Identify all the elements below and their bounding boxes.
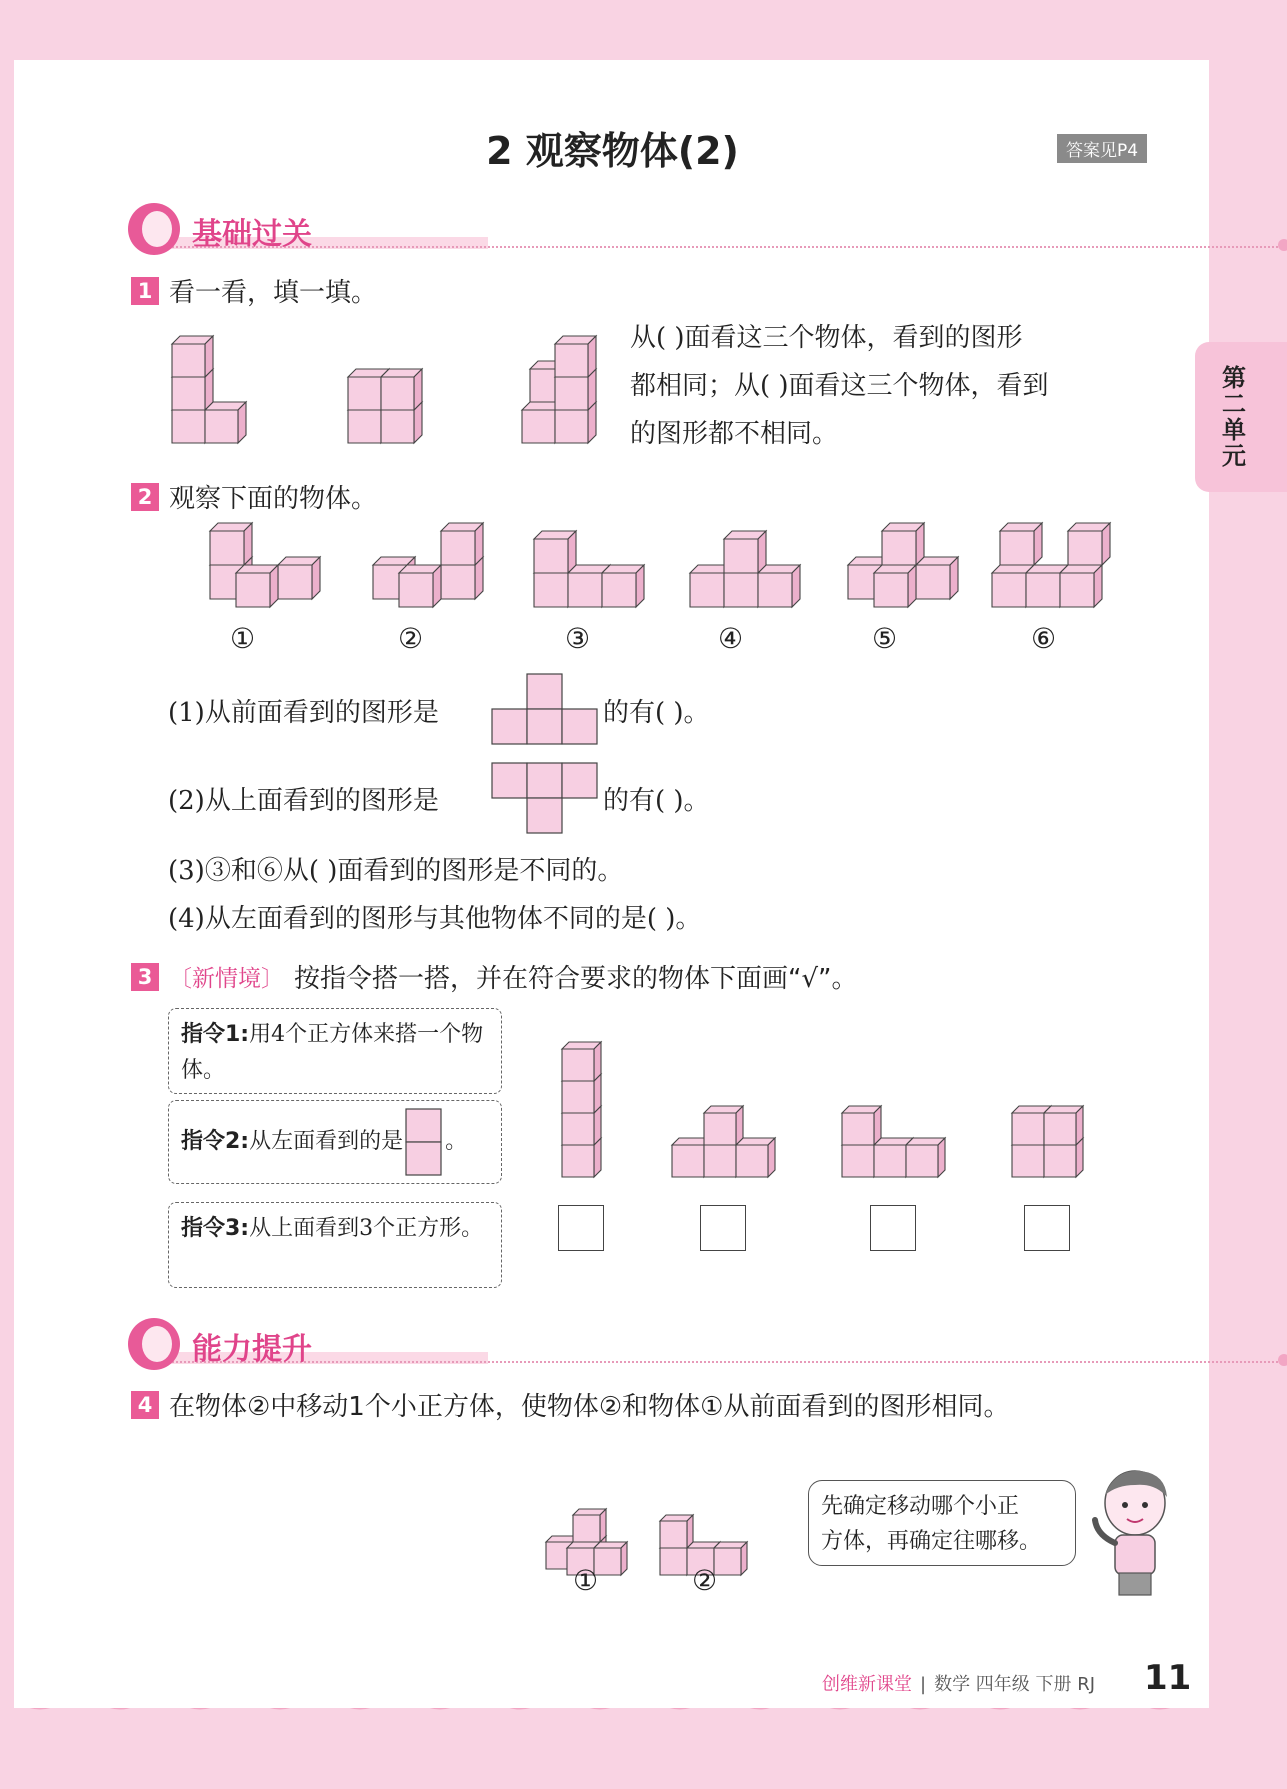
cube-side: [768, 1138, 775, 1177]
page-footer: [822, 1670, 1095, 1696]
mascot-icon: [128, 203, 180, 255]
cube-front: [842, 1113, 874, 1145]
q2-sub-2-a: (2)从上面看到的图形是: [168, 786, 439, 816]
question-text: 按指令搭一搭，并在符合要求的物体下面画“√”。: [294, 964, 858, 994]
cube-front: [172, 344, 205, 377]
cube-side: [568, 531, 576, 573]
cube-front: [522, 410, 555, 443]
q2-sub-3: (3)③和⑥从( )面看到的图形是不同的。: [168, 856, 624, 886]
question-text: 在物体②中移动1个小正方体，使物体②和物体①从前面看到的图形相同。: [169, 1392, 1010, 1422]
cube-front: [441, 531, 475, 565]
q3-object-figures: [550, 1035, 1110, 1185]
hint-line-1: 先确定移动哪个小正: [821, 1494, 1020, 1519]
cube-front: [660, 1548, 687, 1575]
footer-info: 数学 四年级 下册 RJ: [934, 1674, 1096, 1695]
cube-side: [621, 1542, 627, 1575]
q2-label-2: ②: [398, 622, 424, 655]
instruction-2-text: 从左面看到的是: [249, 1129, 404, 1154]
q2-sub-4: (4)从左面看到的图形与其他物体不同的是( )。: [168, 904, 702, 934]
new-context-tag: 〔新情境〕: [169, 966, 284, 992]
q2-sub-2-b: 的有( )。: [603, 786, 710, 816]
q1-fill-text: [630, 314, 1049, 458]
q2-label-5: ⑤: [872, 622, 898, 655]
cube-side: [1102, 523, 1110, 565]
cube-side: [238, 402, 246, 443]
cube-side: [687, 1515, 693, 1548]
cube-front: [562, 1113, 594, 1145]
q2-sub-1-b: 的有( )。: [603, 698, 710, 728]
cube-front: [562, 1145, 594, 1177]
section-divider: [168, 246, 1278, 248]
q1-figures: [160, 330, 620, 450]
cube-front: [672, 1145, 704, 1177]
cube-side: [908, 565, 916, 607]
cube-front: [441, 565, 475, 599]
cube-front: [690, 573, 724, 607]
cube-front: [992, 573, 1026, 607]
instruction-1-label: 指令1:: [181, 1022, 250, 1047]
answer-reference-badge: 答案见P4: [1057, 134, 1147, 163]
cube-side: [874, 1106, 881, 1145]
cube-front: [172, 377, 205, 410]
cube-side: [433, 565, 441, 607]
cube-side: [758, 531, 766, 573]
instruction-2-end: 。: [445, 1129, 468, 1154]
cube-front: [736, 1145, 768, 1177]
q4-label-2: ②: [692, 1564, 718, 1597]
q2-sub-1-a: (1)从前面看到的图形是: [168, 698, 439, 728]
q2-object-figures: [190, 525, 1120, 610]
instruction-3-text: 从上面看到3个正方形。: [249, 1216, 484, 1241]
cube-side: [741, 1542, 747, 1575]
cube-front: [348, 377, 381, 410]
cube-side: [1094, 565, 1102, 607]
q2-label-4: ④: [718, 622, 744, 655]
unit-side-tab: [1195, 342, 1287, 492]
question-number: 2: [131, 483, 159, 511]
page-title: 2 观察物体(2): [486, 129, 739, 173]
cube-front: [758, 573, 792, 607]
instruction-2-label: 指令2:: [181, 1129, 250, 1154]
section-divider: [168, 1361, 1278, 1363]
q4-object-figures: [538, 1478, 768, 1558]
q2-label-6: ⑥: [1031, 622, 1057, 655]
cube-front: [534, 539, 568, 573]
boy-character-icon: [1085, 1465, 1185, 1600]
cube-front: [1026, 573, 1060, 607]
page-number: 11: [1144, 1658, 1192, 1698]
cube-front: [236, 573, 270, 607]
cube-side: [1076, 1106, 1083, 1145]
footer-brand: 创维新课堂: [822, 1674, 912, 1695]
cube-side: [594, 1042, 601, 1081]
cube-side: [916, 523, 924, 565]
cube-side: [938, 1138, 945, 1177]
top-view-shape: [492, 762, 598, 834]
question-2-prompt: [131, 478, 377, 515]
cube-front: [1012, 1145, 1044, 1177]
cube-front: [842, 1145, 874, 1177]
cube-front: [562, 1081, 594, 1113]
cube-front: [555, 344, 588, 377]
q2-label-1: ①: [230, 622, 256, 655]
cube-front: [874, 1145, 906, 1177]
left-view-shape: [405, 1108, 443, 1176]
instruction-1: [168, 1008, 502, 1094]
cube-front: [562, 1049, 594, 1081]
cube-front: [916, 565, 950, 599]
section-label: 基础过关: [192, 217, 312, 252]
instruction-2: [168, 1100, 502, 1184]
instruction-1-text: 用4个正方体来搭一个物体。: [181, 1022, 484, 1083]
unit-side-tab-label: 第二单元: [1217, 365, 1246, 469]
hint-speech-bubble: [808, 1480, 1076, 1566]
cube-side: [1034, 523, 1042, 565]
q2-label-3: ③: [565, 622, 591, 655]
section-label: 能力提升: [192, 1332, 312, 1367]
q4-label-1: ①: [573, 1564, 599, 1597]
cube-side: [312, 557, 320, 599]
answer-checkbox-1[interactable]: [558, 1205, 604, 1251]
cube-side: [600, 1509, 606, 1542]
question-4-prompt: [131, 1386, 1009, 1423]
cube-front: [399, 573, 433, 607]
footer-separator: |: [920, 1674, 927, 1695]
instruction-3: [168, 1202, 502, 1288]
cube-front: [172, 410, 205, 443]
cube-front: [874, 573, 908, 607]
cube-front: [1044, 1113, 1076, 1145]
question-text: 看一看，填一填。: [169, 278, 378, 308]
cube-front: [568, 573, 602, 607]
cube-front: [1068, 531, 1102, 565]
answer-checkbox-2[interactable]: [700, 1205, 746, 1251]
divider-dot-icon: [1278, 1354, 1287, 1366]
question-1-prompt: [131, 272, 377, 309]
question-3-prompt: [131, 958, 858, 995]
cube-side: [792, 565, 800, 607]
cube-side: [205, 336, 213, 377]
cube-front: [1000, 531, 1034, 565]
q1-line-3: 的图形都不相同。: [630, 419, 839, 449]
answer-checkbox-3[interactable]: [870, 1205, 916, 1251]
cube-front: [714, 1548, 741, 1575]
cube-front: [555, 377, 588, 410]
cube-front: [882, 531, 916, 565]
cube-front: [660, 1521, 687, 1548]
question-number: 1: [131, 277, 159, 305]
cube-front: [381, 377, 414, 410]
question-text: 观察下面的物体。: [169, 484, 378, 514]
section-header-advanced: [128, 1318, 1178, 1372]
cube-front: [1012, 1113, 1044, 1145]
cube-side: [950, 557, 958, 599]
cube-side: [736, 1106, 743, 1145]
front-view-shape: [492, 673, 598, 745]
cube-front: [210, 531, 244, 565]
cube-side: [475, 523, 483, 565]
question-number: 4: [131, 1391, 159, 1419]
cube-side: [636, 565, 644, 607]
cube-front: [602, 573, 636, 607]
cube-front: [205, 410, 238, 443]
mascot-icon: [128, 1318, 180, 1370]
cube-side: [414, 369, 422, 410]
cube-front: [724, 539, 758, 573]
answer-checkbox-4[interactable]: [1024, 1205, 1070, 1251]
divider-dot-icon: [1278, 239, 1287, 251]
cube-side: [244, 523, 252, 565]
q1-line-1: 从( )面看这三个物体，看到的图形: [630, 323, 1023, 353]
cube-side: [270, 565, 278, 607]
cube-front: [1044, 1145, 1076, 1177]
hint-line-2: 方体，再确定往哪移。: [821, 1529, 1042, 1554]
cube-front: [555, 410, 588, 443]
cube-front: [381, 410, 414, 443]
cube-front: [1060, 573, 1094, 607]
cube-front: [573, 1515, 600, 1542]
q1-line-2: 都相同；从( )面看这三个物体，看到: [630, 371, 1049, 401]
cube-front: [704, 1145, 736, 1177]
section-header-basic: [128, 203, 1178, 257]
question-number: 3: [131, 963, 159, 991]
cube-side: [588, 336, 596, 377]
cube-front: [906, 1145, 938, 1177]
instruction-3-label: 指令3:: [181, 1216, 250, 1241]
cube-front: [278, 565, 312, 599]
cube-front: [724, 573, 758, 607]
cube-front: [534, 573, 568, 607]
cube-front: [348, 410, 381, 443]
cube-front: [704, 1113, 736, 1145]
